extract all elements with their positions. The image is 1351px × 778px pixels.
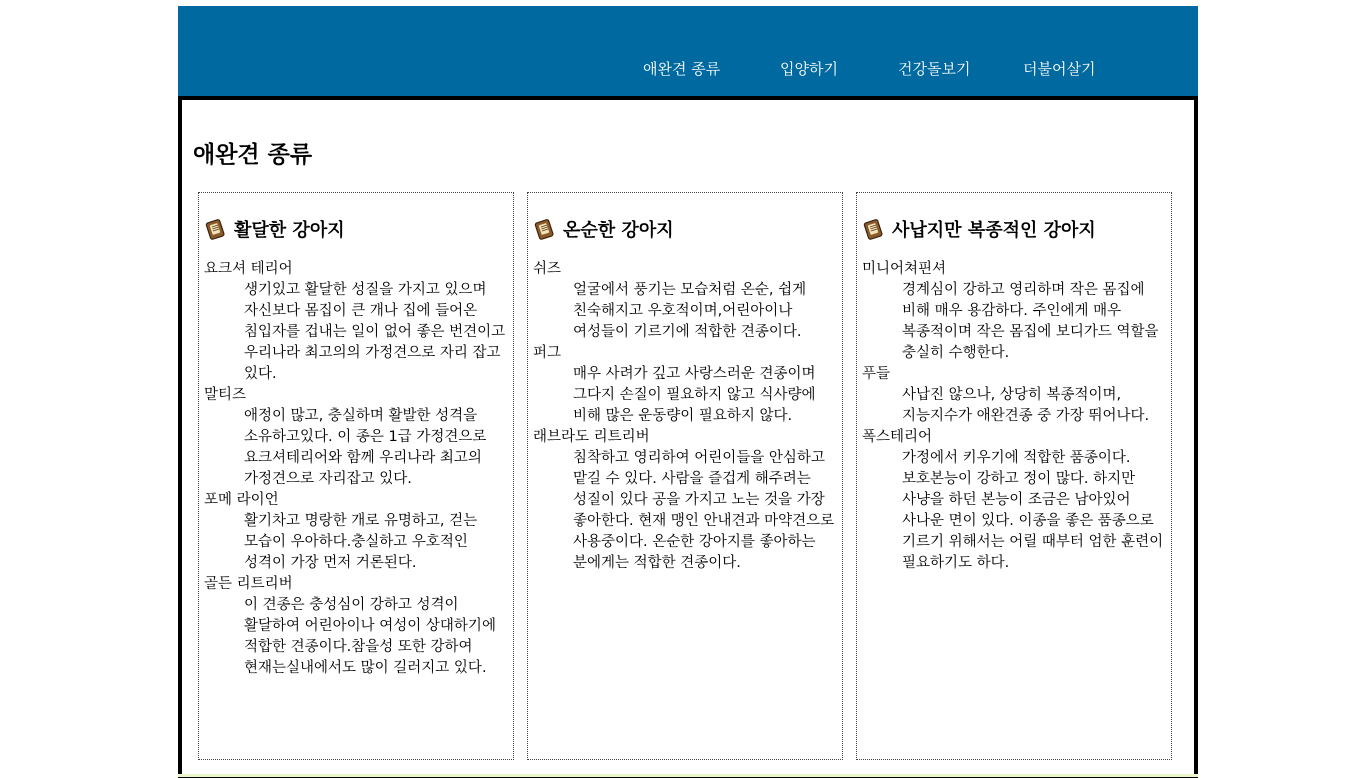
breed-name: 포메 라이언 bbox=[204, 492, 279, 508]
breed-name: 래브라도 리트리버 bbox=[533, 429, 650, 445]
breed-description: 사납진 않으나, 상당히 복종적이며, 지능지수가 애완견종 중 가장 뛰어나다. bbox=[902, 387, 1150, 424]
main-nav bbox=[178, 58, 1198, 82]
breed-description: 경계심이 강하고 영리하며 작은 몸집에 비해 매우 용감하다. 주인에게 매우 복종적이며 작은 몸집에 보디가드 역할을 충실히 수행한다. bbox=[902, 282, 1159, 361]
breed-description: 이 견종은 충성심이 강하고 성격이 활달하여 어린아이나 여성이 상대하기에 적합한 견종이다.참을성 또한 강하여 현재는실내에서도 많이 길러지고 있다. bbox=[244, 597, 496, 676]
scroll-icon bbox=[533, 218, 555, 240]
breed-name: 푸들 bbox=[862, 366, 891, 382]
site-header bbox=[178, 6, 1198, 96]
breed-column-fierce-obedient bbox=[856, 192, 1172, 760]
nav-item-dog-breeds[interactable]: 애완견 종류 bbox=[643, 60, 721, 78]
breed-description: 생기있고 활달한 성질을 가지고 있으며 자신보다 몸집이 큰 개나 집에 들어온 침입자를 겁내는 일이 없어 좋은 번견이고 우리나라 최고의의 가정견으로 자리 잡고 있다. bbox=[244, 282, 506, 382]
breed-description: 활기차고 명랑한 개로 유명하고, 걷는 모습이 우아하다.충실하고 우호적인 성격이 가장 먼저 거론된다. bbox=[244, 513, 478, 571]
nav-item-health-care[interactable]: 건강돌보기 bbox=[898, 60, 971, 78]
breed-description: 얼굴에서 풍기는 모습처럼 온순, 쉽게 친숙해지고 우호적이며,어린아이나 여성들이 기르기에 적합한 견종이다. bbox=[573, 282, 807, 340]
content-area bbox=[178, 96, 1198, 778]
breed-description: 매우 사려가 깊고 사랑스러운 견종이며 그다지 손질이 필요하지 않고 식사량에 비해 많은 운동량이 필요하지 않다. bbox=[573, 366, 816, 424]
breed-list bbox=[862, 259, 1168, 574]
breed-name: 폭스테리어 bbox=[862, 429, 933, 445]
breed-description: 애정이 많고, 충실하며 활발한 성격을 소유하고있다. 이 종은 1급 가정견으로 요크셔테리어와 함께 우리나라 최고의 가정견으로 자리잡고 있다. bbox=[244, 408, 487, 487]
column-heading bbox=[533, 218, 674, 240]
breed-name: 요크셔 테리어 bbox=[204, 261, 293, 277]
breed-name: 쉬즈 bbox=[533, 261, 562, 277]
column-heading bbox=[204, 218, 345, 240]
breed-description: 가정에서 키우기에 적합한 품종이다. 보호본능이 강하고 정이 많다. 하지만 사냥을 하던 본능이 조금은 남아있어 사나운 면이 있다. 이종을 좋은 품종으로 기르기 위해서는 어릴 때부터 엄한 훈련이 필요하기도 하다. bbox=[902, 450, 1164, 571]
breed-name: 골든 리트리버 bbox=[204, 576, 293, 592]
breed-description: 침착하고 영리하여 어린이들을 안심하고 맡길 수 있다. 사람을 즐겁게 해주려는 성질이 있다 공을 가지고 노는 것을 가장 좋아한다. 현재 맹인 안내견과 마약견으로 사용중이다. 온순한 강아지를 좋아하는 분에게는 적합한 견종이다. bbox=[573, 450, 835, 571]
breed-list bbox=[533, 259, 839, 574]
column-title: 사납지만 복종적인 강아지 bbox=[892, 220, 1096, 241]
nav-item-adoption[interactable]: 입양하기 bbox=[780, 60, 838, 78]
breed-name: 퍼그 bbox=[533, 345, 562, 361]
breed-name: 말티즈 bbox=[204, 387, 247, 403]
breed-column-gentle bbox=[527, 192, 843, 760]
breed-name: 미니어쳐핀셔 bbox=[862, 261, 947, 277]
breed-column-active bbox=[198, 192, 514, 760]
column-heading bbox=[862, 218, 1096, 240]
page bbox=[178, 6, 1198, 777]
breed-list bbox=[204, 259, 510, 679]
column-title: 활달한 강아지 bbox=[234, 220, 345, 241]
page-title: 애완견 종류 bbox=[193, 142, 313, 168]
scroll-icon bbox=[204, 218, 226, 240]
nav-item-living-together[interactable]: 더불어살기 bbox=[1023, 60, 1096, 78]
column-title: 온순한 강아지 bbox=[563, 220, 674, 241]
scroll-icon bbox=[862, 218, 884, 240]
